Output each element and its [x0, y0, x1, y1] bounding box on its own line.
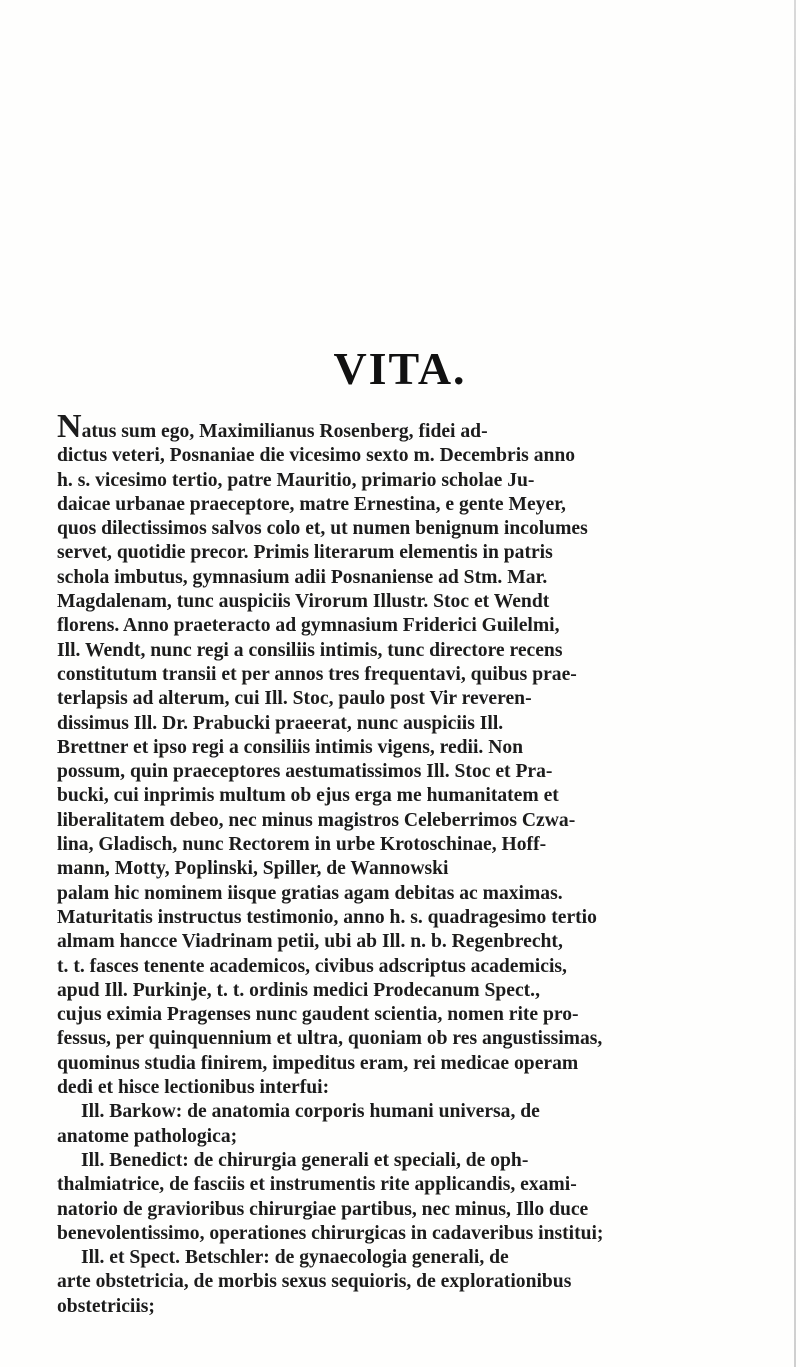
text-line: bucki, cui inprimis multum ob ejus erga me humanitatem et — [57, 785, 559, 807]
text-line: t. t. fasces tenente academicos, civibus adscriptus academicis, — [57, 955, 567, 977]
text-line: thalmiatrice, de fasciis et instrumentis rite applicandis, exami- — [57, 1174, 577, 1196]
text-line: servet, quotidie precor. Primis literarum elementis in patris — [57, 542, 553, 564]
text-line: mann, Motty, Poplinski, Spiller, de Wannowski — [57, 858, 449, 880]
text-line: apud Ill. Purkinje, t. t. ordinis medici Prodecanum Spect., — [57, 979, 540, 1001]
text-line: Ill. et Spect. Betschler: de gynaecologia generali, de — [81, 1247, 509, 1269]
text-line: lina, Gladisch, nunc Rectorem in urbe Krotoschinae, Hoff- — [57, 834, 547, 856]
text-line: palam hic nominem iisque gratias agam debitas ac maximas. — [57, 882, 563, 904]
initial-letter: N — [57, 408, 82, 445]
text-line: quos dilectissimos salvos colo et, ut numen benignum incolumes — [57, 518, 588, 540]
text-line: arte obstetricia, de morbis sexus sequioris, de explorationibus — [57, 1271, 572, 1293]
text-line: schola imbutus, gymnasium adii Posnaniense ad Stm. Mar. — [57, 566, 548, 588]
text-line: Ill. Benedict: de chirurgia generali et speciali, de oph- — [81, 1149, 529, 1171]
text-line: benevolentissimo, operationes chirurgicas in cadaveribus institui; — [57, 1222, 604, 1244]
text-line: daicae urbanae praeceptore, matre Ernestina, e gente Meyer, — [57, 493, 566, 515]
text-line: florens. Anno praeteracto ad gymnasium Friderici Guilelmi, — [57, 615, 560, 637]
text-line: quominus studia finirem, impeditus eram, rei medicae operam — [57, 1052, 579, 1074]
text-line: liberalitatem debeo, nec minus magistros Celeberrimos Czwa- — [57, 809, 576, 831]
text-line: possum, quin praeceptores aestumatissimos Ill. Stoc et Pra- — [57, 761, 553, 783]
text-line: natorio de gravioribus chirurgiae partibus, nec minus, Illo duce — [57, 1198, 589, 1220]
text-line: Magdalenam, tunc auspiciis Virorum Illustr. Stoc et Wendt — [57, 591, 550, 613]
text-line: terlapsis ad alterum, cui Ill. Stoc, paulo post Vir reveren- — [57, 688, 532, 710]
vita-text — [57, 408, 763, 1319]
text-line: constitutum transii et per annos tres frequentavi, quibus prae- — [57, 663, 577, 685]
text-line: Maturitatis instructus testimonio, anno h. s. quadragesimo tertio — [57, 906, 597, 928]
text-line: fessus, per quinquennium et ultra, quoniam ob res angustissimas, — [57, 1028, 603, 1050]
text-line: almam hancce Viadrinam petii, ubi ab Ill. n. b. Regenbrecht, — [57, 931, 563, 953]
text-line — [57, 408, 763, 445]
text-line: dissimus Ill. Dr. Prabucki praeerat, nunc auspiciis Ill. — [57, 712, 504, 734]
text-line: h. s. vicesimo tertio, patre Mauritio, primario scholae Ju- — [57, 469, 535, 491]
page-edge-shadow — [794, 0, 796, 1367]
text-line-content: atus sum ego, Maximilianus Rosenberg, fidei ad- — [81, 421, 488, 442]
text-line: Ill. Barkow: de anatomia corporis humani universa, de — [81, 1101, 540, 1123]
text-line: obstetriciis; — [57, 1295, 155, 1317]
text-line: cujus eximia Pragenses nunc gaudent scientia, nomen rite pro- — [57, 1004, 579, 1026]
text-line: Brettner et ipso regi a consiliis intimis vigens, redii. Non — [57, 736, 524, 758]
text-line: anatome pathologica; — [57, 1125, 238, 1147]
text-line: dedi et hisce lectionibus interfui: — [57, 1077, 330, 1099]
page-title: VITA. — [333, 343, 467, 394]
text-line: Ill. Wendt, nunc regi a consiliis intimis, tunc directore recens — [57, 639, 563, 661]
text-line: dictus veteri, Posnaniae die vicesimo sexto m. Decembris anno — [57, 445, 576, 467]
